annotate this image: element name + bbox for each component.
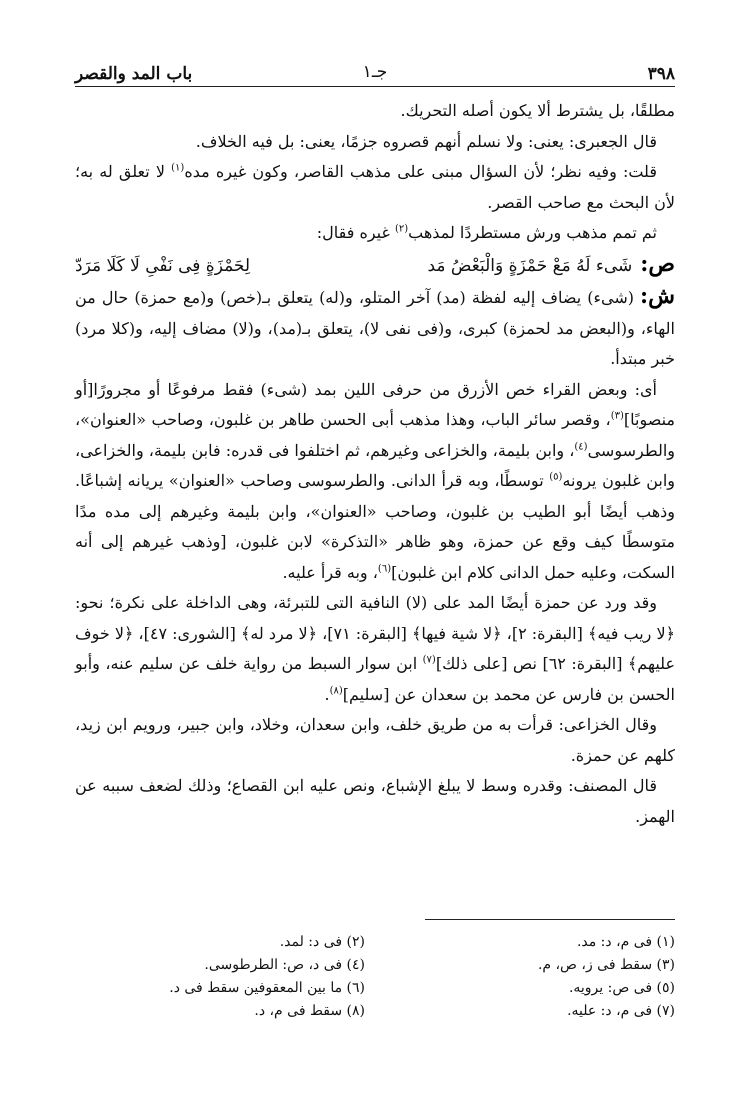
footnote: (١) فى م، د: مد. [576,934,675,950]
paragraph [75,157,675,218]
text-run: ثم تمم مذهب ورش مستطردًا لمذهب [408,223,657,242]
text-run: ، وقصر سائر الباب، وهذا مذهب أبى الحسن طاهر بن غلبون، وصاحب «العنوان»، والطرسوسى [75,410,675,460]
text-run: توسطًا، وبه قرأ الدانى. والطرسوسى وصاحب «العنوان» يريانه إشباعًا. وذهب أيضًا أبو الطيب بن غلبون، وصاحب «العنوان»، وابن بليمة وغيرهم إلى مده مدًا متوسطًا كيف وقع عن حمزة، وهو ظاهر «التذكرة» لابن غلبون، [وذهب غيرهم إلى أنه السكت، وعليه حمل الدانى كلام ابن غلبون] [75,471,675,582]
paragraph: وقال الخزاعى: قرأت به من طريق خلف، وابن سعدان، وخلاد، وابن جبير، ورويم ابن زيد، كلهم عن حمزة. [75,715,675,765]
main-text [75,96,675,832]
footnote: (٢) فى د: لمد. [279,934,365,950]
page-number: ٣٩٨ [647,64,675,84]
footnote: (٣) سقط فى ز، ص، م. [537,957,675,973]
text-run: وقد ورد عن حمزة أيضًا المد على (لا) النافية التى للتبرئة، وهى الداخلة على نكرة؛ نحو: ﴿لا ريب فيه﴾ [البقرة: ٢]، ﴿لا شية فيها﴾ [البقرة: ٧١]، ﴿لا مرد له﴾ [الشورى: ٤٧]، ﴿لا خوف عليهم﴾ [البقرة: ٦٢] نص [على ذلك] [75,593,675,673]
text-run: قلت: وفيه نظر؛ لأن السؤال مبنى على مذهب القاصر، وكون غيره مده [184,162,657,181]
commentary-label: ش: [640,283,675,309]
verse-line [75,251,632,282]
paragraph [75,588,675,710]
verse-hemistich-second: لِحَمْزَةٍ فِى نَفْىِ لَا كَلَا مَرَدّ [75,255,251,276]
paragraph: قال المصنف: وقدره وسط لا يبلغ الإشباع، ونص عليه ابن القصاع؛ وذلك لضعف سببه عن الهمز. [75,776,675,826]
text-run: أى: وبعض القراء خص الأزرق من حرفى اللين بمد (شىء) فقط مرفوعًا أو مجرورًا[أو منصوبًا] [75,379,675,429]
volume-number: جـ١ [362,62,388,82]
text-run: ابن سوار السبط من رواية خلف عن سليم عنه، وأبو الحسن بن فارس عن محمد بن سعدان عن [سليم] [75,654,675,704]
chapter-title: باب المد والقصر [75,64,193,84]
text-run: ، وابن بليمة، والخزاعى وغيرهم، ثم اختلفوا فى قدره: فابن بليمة، والخزاعى، وابن غلبون يرونه [75,440,675,490]
footnote-ref: (٨) [329,685,343,697]
footnote-ref: (٦) [377,563,392,575]
footnote: (٤) فى د، ص: الطرطوسى. [204,957,365,973]
verse-label: ص: [640,250,675,277]
text-run: . [324,684,330,704]
text-run: لا تعلق له به؛ لأن البحث مع صاحب القصر. [75,162,675,212]
footnote-ref: (٢) [394,223,409,235]
paragraph: مطلقًا، بل يشترط ألا يكون أصله التحريك. [400,101,675,120]
footnotes [75,932,675,1021]
footnote: (٧) فى م، د: عليه. [567,1003,675,1019]
running-header [75,56,675,84]
header-rule [75,86,675,87]
text-run: ، وبه قرأ عليه. [282,562,378,582]
footnote-ref: (١) [171,162,185,174]
paragraph [75,375,675,589]
commentary-text: (شىء) يضاف إليه لفظة (مد) آخر المتلو، و(له) يتعلق بـ(خص) و(مع حمزة) حال من الهاء، و(البعض مد لحمزة) كبرى، و(فى نفى لا)، يتعلق بـ(مد)، و(لا) مضاف إليه، و(كلا مرد) خبر مبتدأ. [75,288,675,368]
footnote: (٦) ما بين المعقوفين سقط فى د. [169,980,365,996]
footnote-rule [425,919,675,920]
footnote-ref: (٥) [549,471,563,483]
poem-verse [75,249,675,282]
paragraph [75,218,675,249]
text-run: غيره فقال: [316,223,395,242]
paragraph: قال الجعبرى: يعنى: ولا نسلم أنهم قصروه جزمًا، يعنى: بل فيه الخلاف. [195,131,657,151]
footnote: (٨) سقط فى م، د. [254,1003,365,1019]
footnote-ref: (٣) [610,410,624,422]
verse-hemistich-first: شَىء لَهُ مَعْ حَمْزَةٍ وَالْبَعْضُ مَد [427,255,633,276]
footnote: (٥) فى ص: يرويه. [568,980,675,996]
commentary [75,281,675,375]
footnote-ref: (٤) [574,441,588,453]
footnote-ref: (٧) [422,654,436,666]
